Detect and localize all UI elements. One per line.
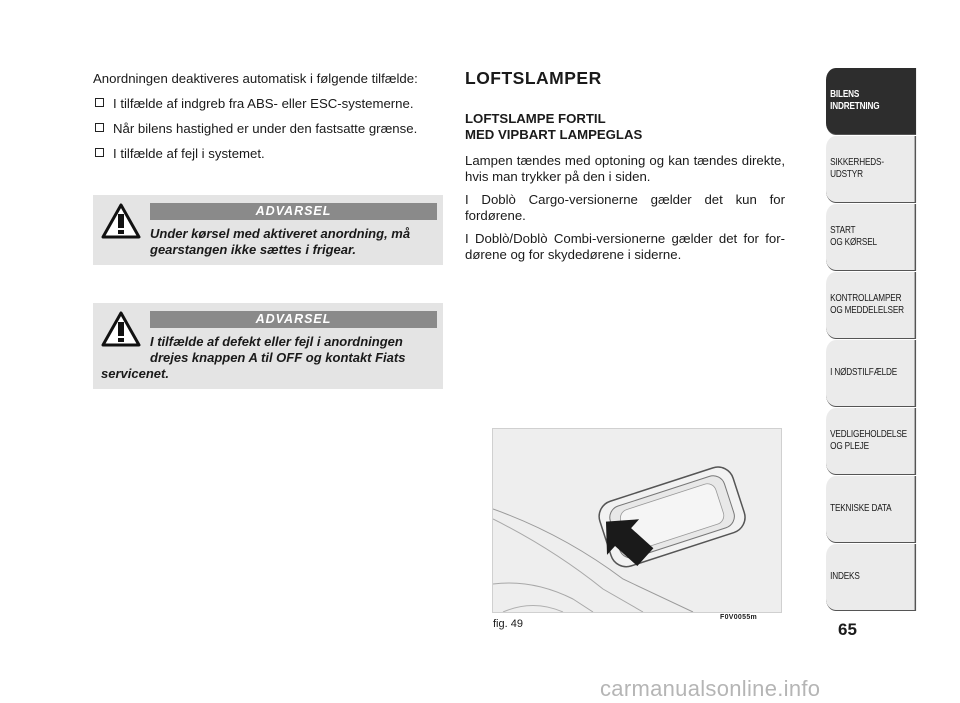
tab-bilens-indretning[interactable]: BILENS INDRETNING xyxy=(826,68,916,135)
warning-triangle-icon xyxy=(101,311,141,347)
ceiling-lamp-drawing xyxy=(493,429,781,612)
tab-kontrollamper[interactable]: KONTROLLAMPER OG MEDDELELSER xyxy=(826,272,916,339)
figure-illustration xyxy=(492,428,782,613)
figure-code: F0V0055m xyxy=(720,614,758,621)
checkbox-bullet-icon xyxy=(95,98,104,107)
lamp-housing xyxy=(595,463,749,571)
intro-section xyxy=(93,70,445,170)
tab-vedligeholdelse[interactable]: VEDLIGEHOLDELSE OG PLEJE xyxy=(826,408,916,475)
checkbox-bullet-icon xyxy=(95,148,104,157)
warning-text-line3: servicenet. xyxy=(101,366,169,381)
page-number: 65 xyxy=(838,620,857,639)
watermark-text: carmanualsonline.info xyxy=(600,676,821,701)
list-item: Når bilens hastighed er under den fastsatte grænse. xyxy=(93,120,445,137)
section-subheading: LOFTSLAMPE FORTIL MED VIPBART LAMPEGLAS xyxy=(465,111,643,142)
intro-bullet-list xyxy=(93,95,445,162)
warning-box-1 xyxy=(93,195,443,265)
intro-lead: Anordningen deaktiveres automatisk i følgende tilfælde: xyxy=(93,71,418,86)
warning-box-2 xyxy=(93,303,443,389)
body-paragraph: I Doblò Cargo-versionerne gælder det kun for fordørene. xyxy=(465,192,785,223)
figure-label: fig. 49 xyxy=(493,618,523,630)
warning-text-line1: I tilfælde af defekt eller fejl i anordningen xyxy=(150,334,403,349)
body-paragraph: Lampen tændes med optoning og kan tændes direkte, hvis man trykker på den i siden. xyxy=(465,153,785,184)
warning-text-line2: drejes knappen A til OFF og kontakt Fiats xyxy=(150,350,406,365)
tab-tekniske-data[interactable]: TEKNISKE DATA xyxy=(826,476,916,543)
warning-text: Under kørsel med aktiveret anordning, må gearstangen ikke sættes i frigear. xyxy=(150,226,411,257)
tab-sikkerhedsudstyr[interactable]: SIKKERHEDS- UDSTYR xyxy=(826,136,916,203)
tab-i-nodstilfaelde[interactable]: I NØDSTILFÆLDE xyxy=(826,340,916,407)
section-heading: LOFTSLAMPER xyxy=(465,68,602,88)
warning-title: ADVARSEL xyxy=(150,203,437,220)
section-body xyxy=(465,153,785,270)
checkbox-bullet-icon xyxy=(95,123,104,132)
body-paragraph: I Doblò/Doblò Combi-versionerne gælder det for for-dørene og for skydedørene i siderne. xyxy=(465,231,785,262)
tab-start-og-korsel[interactable]: START OG KØRSEL xyxy=(826,204,916,271)
list-item: I tilfælde af fejl i systemet. xyxy=(93,145,445,162)
warning-triangle-icon xyxy=(101,203,141,239)
list-item: I tilfælde af indgreb fra ABS- eller ESC-systemerne. xyxy=(93,95,445,112)
tab-indeks[interactable]: INDEKS xyxy=(826,544,916,611)
warning-title: ADVARSEL xyxy=(150,311,437,328)
